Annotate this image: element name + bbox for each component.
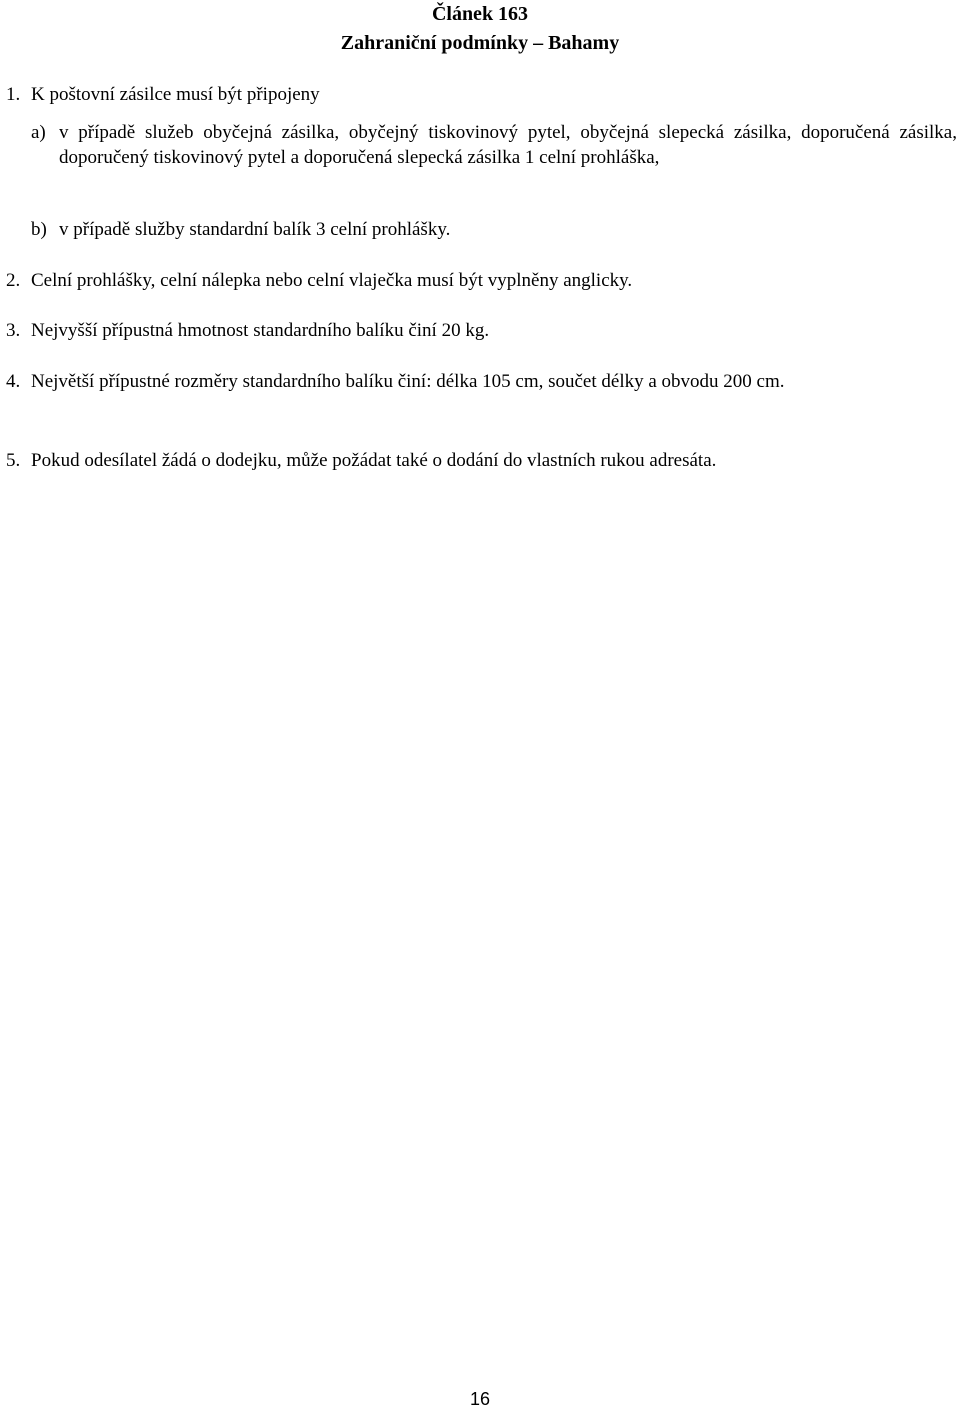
item-3 [6,318,956,343]
item-3-number: 3. [6,320,21,341]
item-5 [6,448,956,473]
item-2-number: 2. [6,270,21,291]
subitem-a-text: v případě služeb obyčejná zásilka, obyčejný tiskovinový pytel, obyčejná slepecká zásilka, doporučená zásilka, doporučený tiskovinový pytel a doporučená slepecká zásilka 1 celní prohláška, [59,122,957,168]
subitem-b-text: v případě služby standardní balík 3 celní prohlášky. [59,219,451,240]
page-number: 16 [469,1389,491,1409]
item-1-number: 1. [6,84,21,105]
subitem-b-label: b) [31,219,47,240]
item-1-text: K poštovní zásilce musí být připojeny [31,84,320,105]
item-2-text: Celní prohlášky, celní nálepka nebo celní vlaječka musí být vyplněny anglicky. [31,270,633,291]
item-5-text: Pokud odesílatel žádá o dodejku, může požádat také o dodání do vlastních rukou adresáta. [31,450,717,471]
subitem-a-text-wrap [31,120,957,170]
item-5-number: 5. [6,450,21,471]
item-4-number: 4. [6,371,21,392]
article-title: Článek 163 [431,3,529,25]
subitem-b [31,217,957,242]
item-1 [6,82,946,107]
item-2 [6,268,956,293]
item-4-text: Největší přípustné rozměry standardního balíku činí: délka 105 cm, součet délky a obvodu 200 cm. [31,371,785,392]
article-subtitle: Zahraniční podmínky – Bahamy [340,32,620,54]
item-3-text: Nejvyšší přípustná hmotnost standardního balíku činí 20 kg. [31,320,490,341]
subitem-a-label: a) [31,122,46,143]
subitem-a [31,120,957,170]
